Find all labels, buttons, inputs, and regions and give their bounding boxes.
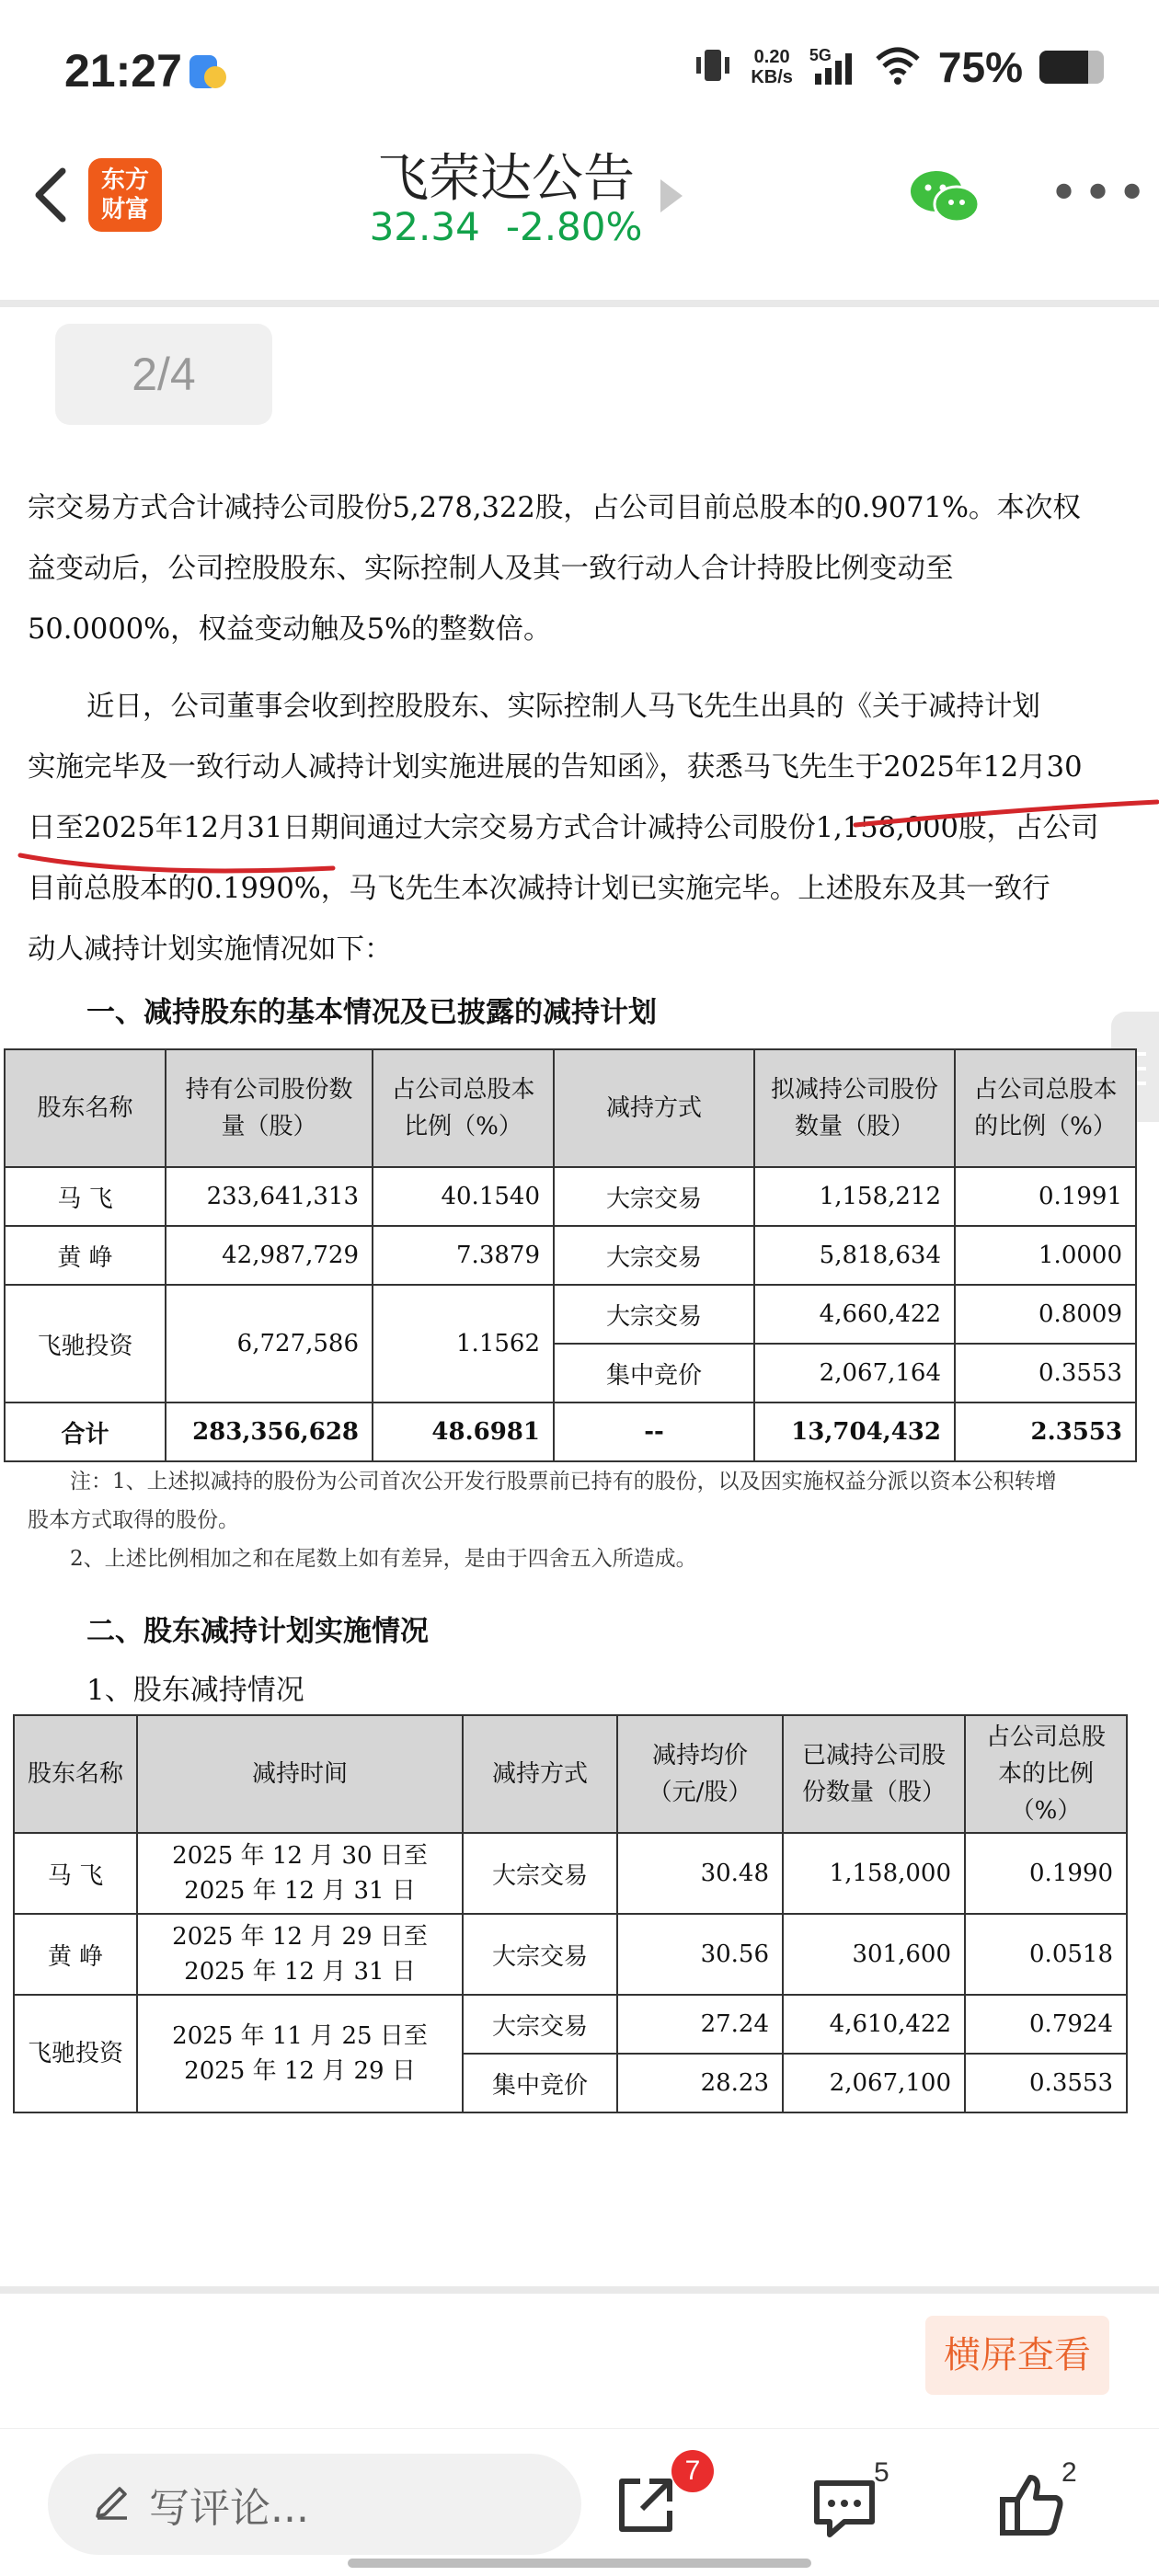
paragraph-1	[28, 478, 1124, 660]
cell: 1.0000	[955, 1226, 1136, 1285]
section-2-heading: 二、股东减持计划实施情况	[86, 1615, 429, 1648]
text-line: 目前总股本的0.1990%，马飞先生本次减持计划已实施完毕。上述股东及其一致行	[28, 873, 1050, 905]
net-speed-unit: KB/s	[751, 67, 793, 87]
cell: 28.23	[617, 2054, 783, 2112]
section-2-subheading: 1、股东减持情况	[86, 1674, 304, 1707]
cell: 2025 年 12 月 29 日至 2025 年 12 月 31 日	[137, 1914, 463, 1995]
cell: 黄 峥	[14, 1914, 137, 1995]
cell: 27.24	[617, 1995, 783, 2054]
cell: 1,158,212	[754, 1167, 955, 1226]
cell: 2025 年 11 月 25 日至 2025 年 12 月 29 日	[137, 1995, 463, 2112]
table-row	[14, 1995, 1127, 2054]
column-header: 占公司总股本的比例（%）	[955, 1049, 1136, 1167]
cell: 4,660,422	[754, 1285, 955, 1344]
table-total-row	[5, 1402, 1136, 1461]
back-icon[interactable]	[26, 158, 81, 232]
note-line: 注：1、上述拟减持的股份为公司首次公开发行股票前已持有的股份，以及因实施权益分派以资本公积转增	[70, 1470, 1057, 1494]
cell: 大宗交易	[463, 1833, 617, 1914]
text-line: 益变动后，公司控股股东、实际控制人及其一致行动人合计持股比例变动至	[28, 553, 954, 585]
comment-input[interactable]	[48, 2454, 581, 2555]
text-line: 近日，公司董事会收到控股股东、实际控制人马飞先生出具的《关于减持计划	[86, 691, 1040, 723]
cell: 大宗交易	[554, 1285, 754, 1344]
net-speed	[751, 47, 793, 87]
comments-icon[interactable]	[808, 2470, 881, 2544]
app-notification-icon	[188, 52, 228, 92]
app-logo[interactable]	[88, 158, 162, 232]
cell: 2,067,100	[783, 2054, 965, 2112]
table-header-row	[5, 1049, 1136, 1167]
cell: 飞驰投资	[14, 1995, 137, 2112]
cell: 大宗交易	[463, 1995, 617, 2054]
text-line: 日至2025年12月31日期间通过大宗交易方式合计减持公司股份1,158,000股，占公司	[28, 812, 1099, 844]
column-header: 减持方式	[554, 1049, 754, 1167]
cell: 2,067,164	[754, 1344, 955, 1402]
cell: 集中竞价	[554, 1344, 754, 1402]
cell: 233,641,313	[166, 1167, 373, 1226]
landscape-view-button[interactable]: 横屏查看	[925, 2316, 1109, 2395]
cell: 2025 年 12 月 30 日至 2025 年 12 月 31 日	[137, 1833, 463, 1914]
cell: 0.1991	[955, 1167, 1136, 1226]
cell: 1,158,000	[783, 1833, 965, 1914]
cell: 飞驰投资	[5, 1285, 166, 1402]
share-icon[interactable]	[609, 2468, 683, 2542]
net-speed-value: 0.20	[753, 47, 790, 67]
text-line: 宗交易方式合计减持公司股份5,278,322股，占公司目前总股本的0.9071%。本次权	[28, 492, 1081, 524]
likes-count: 2	[1061, 2457, 1077, 2488]
logo-line-2: 财富	[100, 196, 149, 223]
page-indicator: 2/4	[55, 324, 272, 425]
cell: 30.48	[617, 1833, 783, 1914]
wifi-icon	[874, 44, 922, 91]
battery-percent: 75%	[937, 43, 1023, 91]
share-count-badge: 7	[671, 2450, 714, 2492]
cell: 0.3553	[965, 2054, 1127, 2112]
vibrate-icon	[692, 44, 734, 91]
page-title[interactable]: 飞荣达公告	[377, 149, 635, 209]
column-header: 减持均价（元/股）	[617, 1715, 783, 1833]
table-row	[5, 1167, 1136, 1226]
cell: --	[554, 1402, 754, 1461]
table-row	[5, 1226, 1136, 1285]
note-line: 2、上述比例相加之和在尾数上如有差异，是由于四舍五入所造成。	[70, 1547, 697, 1571]
table-row	[5, 1285, 1136, 1344]
comment-placeholder: 写评论...	[149, 2485, 309, 2532]
expand-arrow-icon[interactable]	[660, 179, 683, 212]
cell: 7.3879	[373, 1226, 554, 1285]
section-1-heading: 一、减持股东的基本情况及已披露的减持计划	[86, 996, 657, 1029]
battery-icon	[1039, 51, 1104, 84]
stock-quote[interactable]	[331, 204, 681, 249]
column-header: 股东名称	[14, 1715, 137, 1833]
cell: 283,356,628	[166, 1402, 373, 1461]
cell: 4,610,422	[783, 1995, 965, 2054]
table-reduction-plan	[4, 1048, 1137, 1462]
home-indicator[interactable]	[348, 2559, 811, 2568]
like-icon[interactable]	[995, 2468, 1069, 2542]
text-line: 动人减持计划实施情况如下：	[28, 933, 393, 966]
cell: 2.3553	[955, 1402, 1136, 1461]
cell: 0.7924	[965, 1995, 1127, 2054]
battery-fill	[1039, 51, 1088, 84]
column-header: 已减持公司股份数量（股）	[783, 1715, 965, 1833]
cellular-signal-icon	[809, 46, 857, 88]
cell: 合计	[5, 1402, 166, 1461]
text-line: 实施完毕及一致行动人减持计划实施进展的告知函》，获悉马飞先生于2025年12月30	[28, 751, 1083, 784]
more-options-icon[interactable]: •••	[1049, 164, 1152, 223]
status-time: 21:27	[64, 45, 182, 97]
cell: 13,704,432	[754, 1402, 955, 1461]
table-row	[14, 1833, 1127, 1914]
table-notes	[28, 1462, 1131, 1578]
paragraph-2	[28, 677, 1124, 980]
cell: 5,818,634	[754, 1226, 955, 1285]
cell: 大宗交易	[554, 1226, 754, 1285]
pencil-icon	[92, 2479, 132, 2530]
table-header-row	[14, 1715, 1127, 1833]
column-header: 占公司总股本的比例（%）	[965, 1715, 1127, 1833]
cell: 大宗交易	[463, 1914, 617, 1995]
cell: 集中竞价	[463, 2054, 617, 2112]
wechat-share-icon[interactable]	[909, 166, 981, 230]
note-line: 股本方式取得的股份。	[28, 1508, 239, 1532]
cell: 301,600	[783, 1914, 965, 1995]
column-header: 股东名称	[5, 1049, 166, 1167]
comments-count: 5	[874, 2457, 889, 2488]
table-row	[14, 1914, 1127, 1995]
stock-change: -2.80%	[505, 204, 643, 249]
cell: 48.6981	[373, 1402, 554, 1461]
cell: 大宗交易	[554, 1167, 754, 1226]
cell: 6,727,586	[166, 1285, 373, 1402]
network-type: 5G	[809, 46, 832, 64]
table-reduction-implementation	[13, 1714, 1128, 2113]
column-header: 拟减持公司股份数量（股）	[754, 1049, 955, 1167]
cell: 0.0518	[965, 1914, 1127, 1995]
content-divider	[0, 2286, 1159, 2294]
cell: 40.1540	[373, 1167, 554, 1226]
column-header: 减持时间	[137, 1715, 463, 1833]
cell: 1.1562	[373, 1285, 554, 1402]
cell: 42,987,729	[166, 1226, 373, 1285]
column-header: 减持方式	[463, 1715, 617, 1833]
cell: 马 飞	[14, 1833, 137, 1914]
column-header: 占公司总股本比例（%）	[373, 1049, 554, 1167]
cell: 30.56	[617, 1914, 783, 1995]
text-line: 50.0000%，权益变动触及5%的整数倍。	[28, 613, 552, 646]
cell: 黄 峥	[5, 1226, 166, 1285]
column-header: 持有公司股份数量（股）	[166, 1049, 373, 1167]
cell: 0.8009	[955, 1285, 1136, 1344]
header-divider	[0, 300, 1159, 307]
logo-line-1: 东方	[100, 166, 149, 194]
cell: 马 飞	[5, 1167, 166, 1226]
status-icons	[692, 42, 1104, 92]
cell: 0.3553	[955, 1344, 1136, 1402]
stock-price: 32.34	[369, 204, 480, 249]
cell: 0.1990	[965, 1833, 1127, 1914]
